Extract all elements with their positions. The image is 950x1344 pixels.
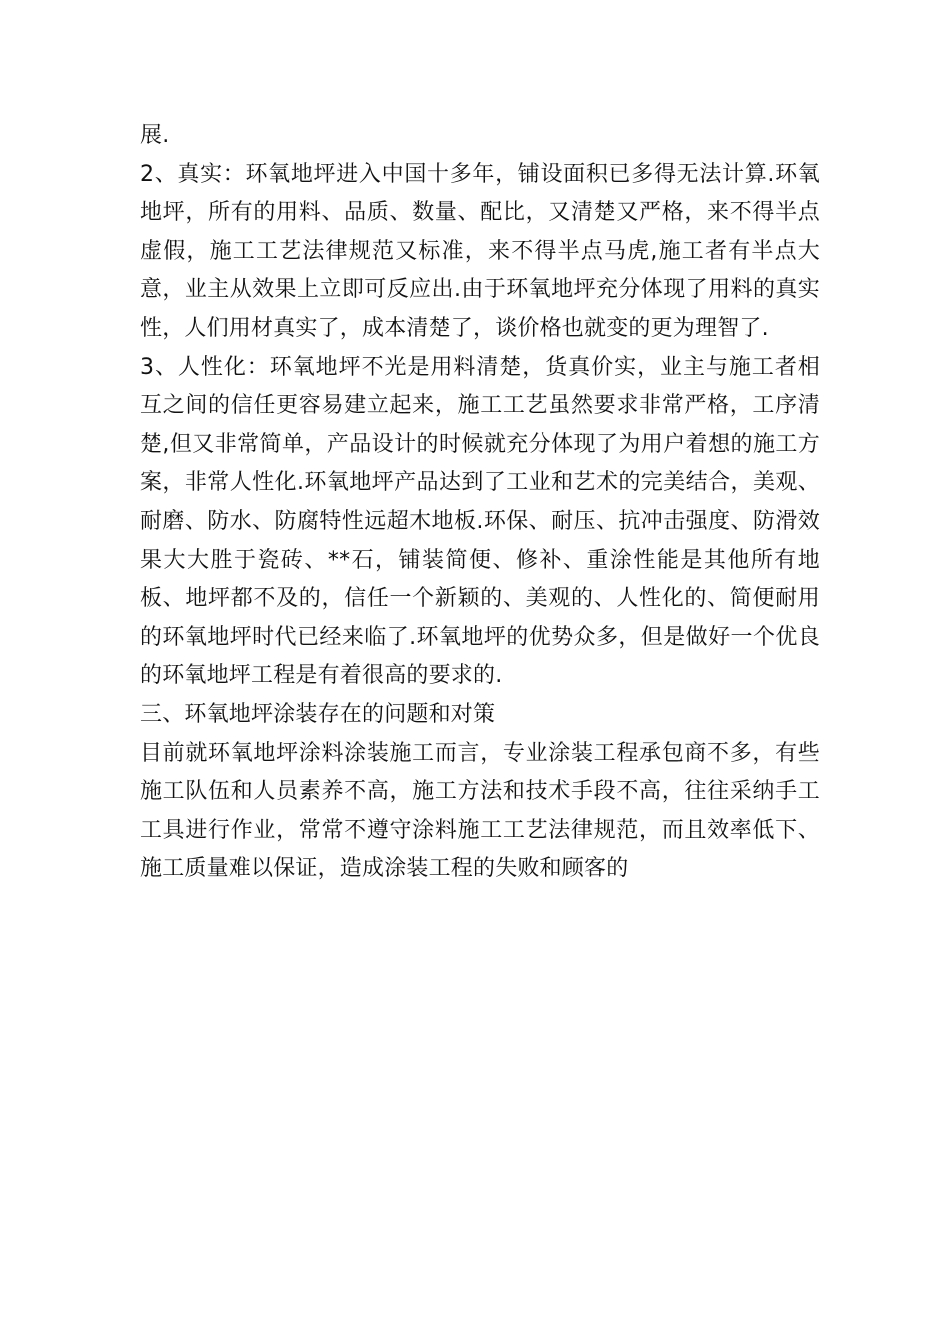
paragraph-humanization: 3、人性化：环氧地坪不光是用料清楚，货真价实，业主与施工者相互之间的信任更容易建立起来，施工工艺虽然要求非常严格，工序清楚,但又非常简单，产品设计的时候就充分体现了为用户着想的施工方案，非常人性化.环氧地坪产品达到了工业和艺术的完美结合，美观、耐磨、防水、防腐特性远超木地板.环保、耐压、抗冲击强度、防滑效果大大胜于瓷砖、**石，铺装简便、修补、重涂性能是其他所有地板、地坪都不及的，信任一个新颖的、美观的、人性化的、简便耐用的环氧地坪时代已经来临了.环氧地坪的优势众多，但是做好一个优良的环氧地坪工程是有着很高的要求的. xyxy=(140,354,820,689)
paragraph-continuation: 展. xyxy=(140,123,170,148)
section-heading-problems: 三、环氧地坪涂装存在的问题和对策 xyxy=(140,701,496,727)
paragraph-authenticity: 2、真实：环氧地坪进入中国十多年，铺设面积已多得无法计算.环氧地坪，所有的用料、品质、数量、配比，又清楚又严格，来不得半点虚假，施工工艺法律规范又标准，来不得半点马虎,施工者有半点大意，业主从效果上立即可反应出.由于环氧地坪充分体现了用料的真实性，人们用材真实了，成本清楚了，谈价格也就变的更为理智了. xyxy=(140,161,820,341)
paragraph-current-situation: 目前就环氧地坪涂料涂装施工而言，专业涂装工程承包商不多，有些施工队伍和人员素养不高，施工方法和技术手段不高，往往采纳手工工具进行作业，常常不遵守涂料施工工艺法律规范，而且效率低下、施工质量难以保证，造成涂装工程的失败和顾客的 xyxy=(140,740,820,882)
document-body xyxy=(140,117,820,889)
